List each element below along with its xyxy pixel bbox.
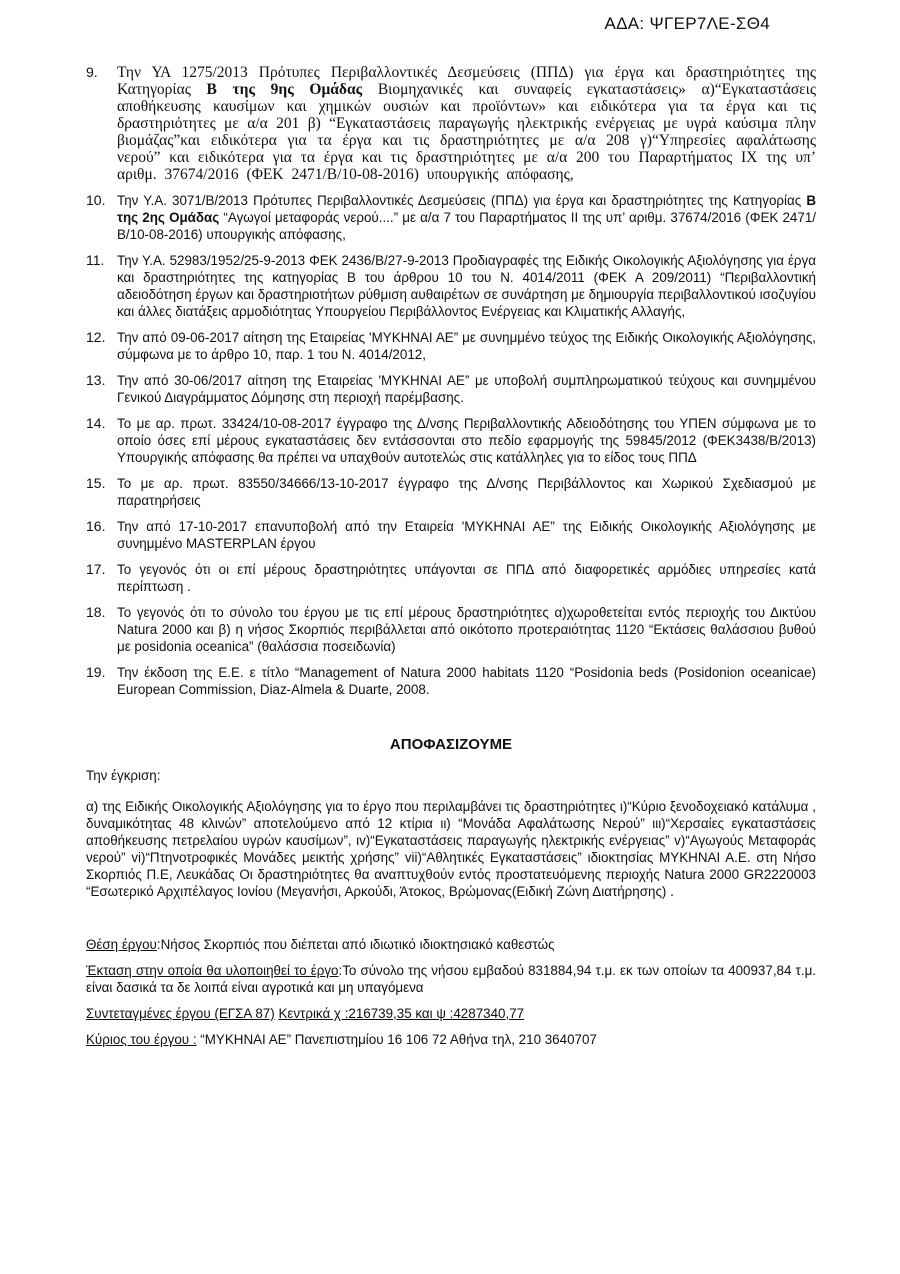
detail-label: Συντεταγμένες έργου (ΕΓΣΑ 87) [86,1006,275,1021]
detail-separator: : [338,963,343,978]
item-text [117,64,816,183]
item-text-bold: Β της 2ης Ομάδας [117,193,816,225]
item-text-part: Βιομηχανικές και συναφείς εγκαταστάσεις» α)“Εγκαταστάσεις αποθήκευσης καυσίμων και χημικών ουσιών και προϊόντων» και ειδικότερα για τα έργα και τις δραστηριότητες με α/α 201 β) “Εγκαταστάσεις παραγωγής ηλεκτρικής ενέργειας με υγρά καύσιμα πλην βιομάζας”και ειδικότερα για τα έργα και τις δραστηριότητες με α/α 208 γ)“Υπηρεσίες αφαλάτωσης νερού” και ειδικότερα για τα έργα και τις δραστηριότητες με α/α 200 του Παραρτήματος ΙΧ της υπ’ αριθμ. 37674/2016 (ΦΕΚ 2471/Β/10-08-2016) υπουργικής απόφασης, [117,81,816,183]
approval-text-part: α) της Ειδικής Οικολογικής Αξιολόγησης για το έργο που περιλαμβάνει τις δραστηριότητες ι)“Κύριο ξενοδοχειακό κατάλυμα , δυναμικότητας 48 κλινών” αποτελούμενο από 12 κτίρια [86,799,816,831]
item-text-part: Την ΥΑ 1275/2013 Πρότυπες Περιβαλλοντικές Δεσμεύσεις (ΠΠΔ) για έργα και δραστηριότητες της Κατηγορίας [117,64,816,98]
item-text: Το με αρ. πρωτ. 33424/10-08-2017 έγγραφο της Δ/νσης Περιβαλλοντικής Αδειοδότησης του ΥΠΕΝ σύμφωνα με το οποίο όσες επί μέρους εγκαταστάσεις δεν εντάσσονται στο πεδίο εφαρμογής της 59845/2012 (ΦΕΚ3438/Β/2013) Υπουργικής απόφασης θα πρέπει να υπαχθούν αυτοτελώς στις κατάλληλες για το είδος τους ΠΠΔ [117,416,816,465]
list-item [86,372,816,406]
item-number: 15. [86,475,106,491]
item-text: Την από 30-06/2017 αίτηση της Εταιρείας 'ΜΥΚΗΝΑΙ ΑΕ” με υποβολή συμπληρωματικού τεύχους και συνημμένου Γενικού Διαγράμματος Δόμησης στη περιοχή παρέμβασης. [117,373,816,405]
item-text: Το γεγονός ότι οι επί μέρους δραστηριότητες υπάγονται σε ΠΠΔ από διαφορετικές αρμόδιες υπηρεσίες κατά περίπτωση . [117,562,816,594]
decision-heading: ΑΠΟΦΑΣΙΖΟΥΜΕ [389,736,513,753]
item-number: 18. [86,604,106,620]
item-text [117,192,816,243]
item-text: Την από 09-06-2017 αίτηση της Εταιρείας 'ΜΥΚΗΝΑΙ ΑΕ” με συνημμένο τεύχος της Ειδικής Οικολογικής Αξιολόγησης, σύμφωνα με το άρθρο 10, παρ. 1 του Ν. 4014/2012, [117,330,816,362]
detail-value: Νήσος Σκορπιός που διέπεται από ιδιωτικό ιδιοκτησιακό καθεστώς [160,937,555,952]
list-item [86,329,816,363]
item-text-part: “Αγωγοί μεταφοράς νερού....” με α/α 7 του Παραρτήματος ΙΙ της υπ’ αριθμ. 37674/2016 (ΦΕΚ 2471/Β/10-08-2016) υπουργικής απόφασης, [117,210,816,242]
item-text-part: Την Υ.Α. 3071/Β/2013 Πρότυπες Περιβαλλοντικές Δεσμεύσεις (ΠΠΔ) για έργα και δραστηριότητες της Κατηγορίας [117,193,807,208]
list-item [86,64,816,183]
list-item [86,561,816,595]
document-body [86,64,816,1057]
detail-owner [86,1031,816,1048]
item-number: 11. [86,252,105,268]
detail-location [86,936,816,953]
item-number: 14. [86,415,106,431]
detail-label: Θέση έργου [86,937,157,952]
list-item [86,604,816,655]
approval-paragraph [86,798,816,900]
item-text: Την έκδοση της Ε.Ε. ε τίτλο “Management of Natura 2000 habitats 1120 “Posidonia beds (Posidonion oceanicae) European Commission, Diaz-Almela & Duarte, 2008. [117,665,816,697]
item-text: Το με αρ. πρωτ. 83550/34666/13-10-2017 έγγραφο της Δ/νσης Περιβάλλοντος και Χωρικού Σχεδιασμού με παρατηρήσεις [117,476,816,508]
detail-coordinates [86,1005,816,1022]
item-text-bold: Β της 9ης Ομάδας [206,81,363,98]
item-number: 13. [86,372,106,388]
approval-text-part: ιι) “Μονάδα Αφαλάτωσης Νερού” ιιι)“Χερσαίες εγκαταστάσεις αποθήκευσης πετρελαίου υγρών καυσίμων”, ιv)“Εγκαταστάσεις παραγωγής ηλεκτρικής ενέργειας” v)“Αγωγούς Μεταφοράς νερού” vi)“Πτηνοτροφικές Μονάδες μεικτής χρήσης” vii)“Αθλητικές Εγκαταστάσεις” ιδιοκτησίας ΜΥΚΗΝΑΙ Α.Ε. στη Νήσο Σκορπιός Π.Ε, Λευκάδας Οι δραστηριότητες θα αναπτυχθούν εντός προστατευόμενης περιοχής Natura 2000 GR2220003 “Εσωτερικό Αρχιπέλαγος Ιονίου (Μεγανήσι, Αρκούδι, Άτοκος, Βρώμονας(Ειδική Ζώνη Διατήρησης) . [86,816,816,899]
list-item [86,192,816,243]
list-item [86,415,816,466]
detail-area [86,962,816,996]
detail-value: Το σύνολο της νήσου εμβαδού 831884,94 τ.μ. εκ των οποίων τα 400937,84 τ.μ. είναι δασικά τα δε λοιπά είναι αγροτικά και μη υπαγόμενα [86,963,816,995]
item-number: 16. [86,518,106,534]
item-number: 19. [86,664,106,680]
whereas-list [86,64,816,698]
item-number: 10. [86,192,106,208]
list-item [86,664,816,698]
item-text: Την από 17-10-2017 επανυποβολή από την Εταιρεία 'ΜΥΚΗΝΑΙ ΑΕ” της Ειδικής Οικολογικής Αξιολόγησης με συνημμένο MASTERPLAN έργου [117,519,816,551]
list-item [86,518,816,552]
item-text: Το γεγονός ότι το σύνολο του έργου με τις επί μέρους δραστηριότητες α)χωροθετείται εντός περιοχής του Δικτύου Natura 2000 και β) η νήσος Σκορπιός περιβάλλεται από οικότοπο προτεραιότητας 1120 “Εκτάσεις θαλάσσιου βυθού με posidonia oceanica” (θαλάσσια ποσειδωνία) [117,605,816,654]
list-item [86,475,816,509]
detail-value: “ΜΥΚΗΝΑΙ ΑΕ” Πανεπιστημίου 16 106 72 Αθήνα τηλ, 210 3640707 [200,1032,597,1047]
detail-separator: : [156,937,161,952]
item-text: Την Υ.Α. 52983/1952/25-9-2013 ΦΕΚ 2436/Β/27-9-2013 Προδιαγραφές της Ειδικής Οικολογικής Αξιολόγησης για έργα και δραστηριότητες της κατηγορίας Β του άρθρου 10 του Ν. 4014/2011 (ΦΕΚ Α 209/2011) “Περιβαλλοντική αδειοδότηση έργων και δραστηριοτήτων ρύθμιση αυθαιρέτων σε συνάρτηση με δημιουργία περιβαλλοντικού ισοζυγίου και άλλες διατάξεις αρμοδιότητας Υπουργείου Περιβάλλοντος Ενέργειας και Κλιματικής Αλλαγής, [117,253,816,319]
detail-label: Κύριος του έργου : [86,1032,197,1047]
project-details [86,936,816,1048]
detail-value: Κεντρικά χ :216739,35 και ψ :4287340,77 [278,1006,525,1021]
detail-label: Έκταση στην οποία θα υλοποιηθεί το έργο [86,963,339,978]
ada-code: ΑΔΑ: ΨΓΕΡ7ΛΕ-ΣΘ4 [604,14,770,33]
approval-line: Την έγκριση: [86,768,161,783]
item-number: 9. [86,64,98,80]
item-number: 12. [86,329,106,345]
item-number: 17. [86,561,106,577]
list-item [86,252,816,320]
